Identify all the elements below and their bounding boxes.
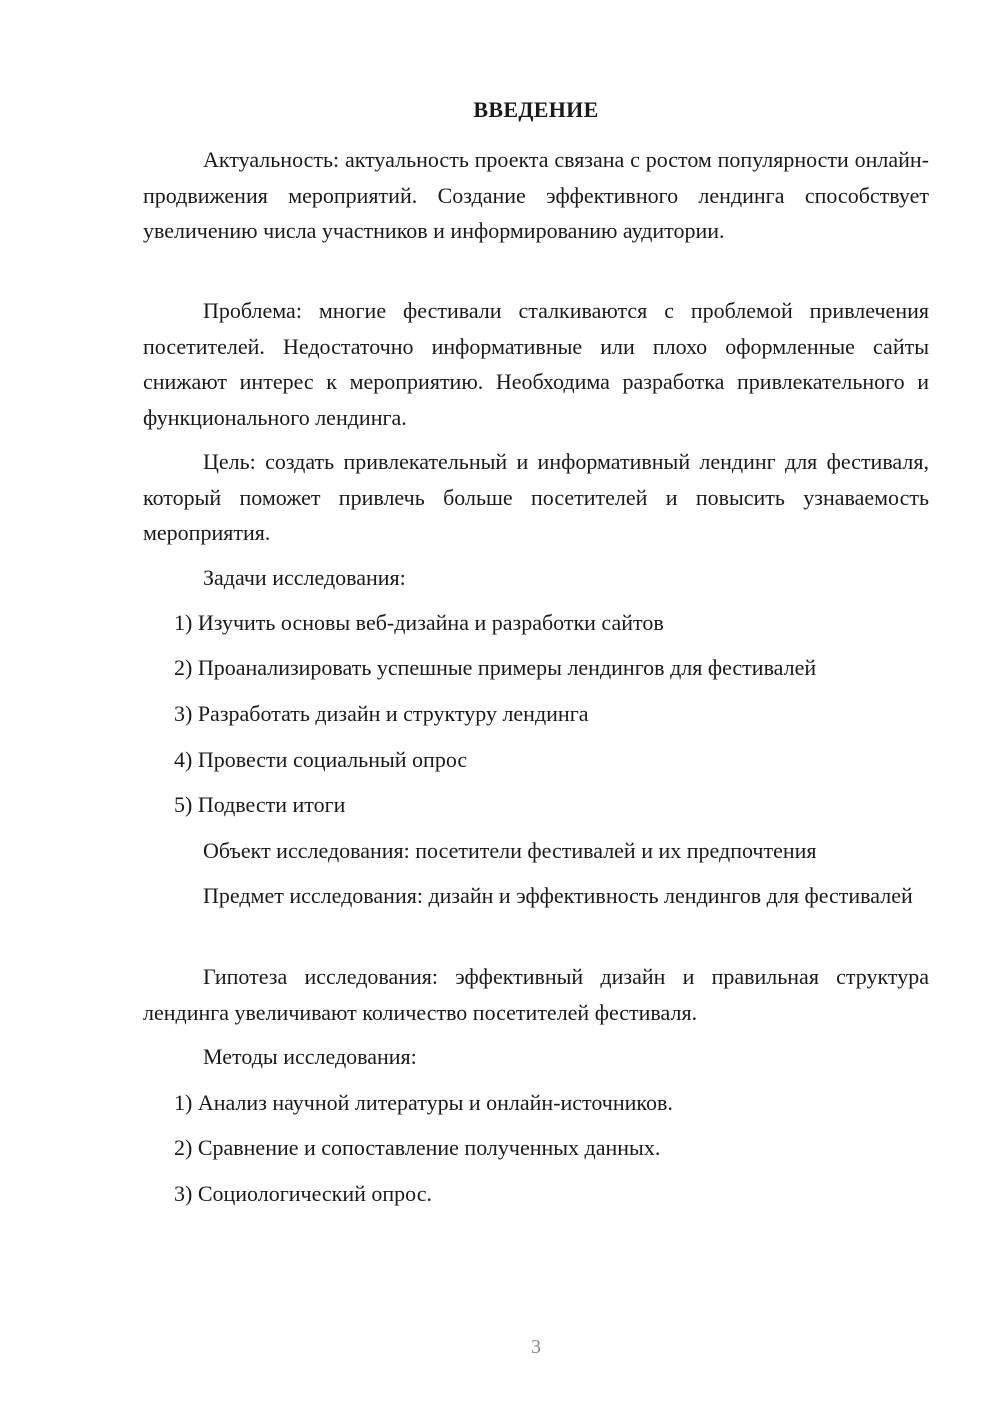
paragraph-goal: Цель: создать привлекательный и информативный лендинг для фестиваля, который поможет привлечь больше посетителей и повысить узнаваемость мероприятия. — [143, 449, 929, 545]
method-item: 3) Социологический опрос. — [174, 1181, 432, 1206]
paragraph-subject: Предмет исследования: дизайн и эффективность лендингов для фестивалей — [203, 883, 913, 908]
paragraph-relevance: Актуальность: актуальность проекта связана с ростом популярности онлайн-продвижения мероприятий. Создание эффективного лендинга способствует увеличению числа участников и информированию аудитории. — [143, 147, 929, 243]
task-item: 1) Изучить основы веб-дизайна и разработки сайтов — [174, 610, 664, 635]
task-item: 4) Провести социальный опрос — [174, 747, 468, 772]
task-item: 5) Подвести итоги — [174, 792, 346, 817]
task-item: 3) Разработать дизайн и структуру лендинга — [174, 701, 589, 726]
paragraph-object: Объект исследования: посетители фестивалей и их предпочтения — [203, 838, 817, 863]
page-title: ВВЕДЕНИЕ — [473, 97, 599, 122]
method-item: 1) Анализ научной литературы и онлайн-источников. — [174, 1090, 673, 1115]
task-item: 2) Проанализировать успешные примеры лендингов для фестивалей — [174, 655, 817, 680]
paragraph-hypothesis: Гипотеза исследования: эффективный дизайн и правильная структура лендинга увеличивают количество посетителей фестиваля. — [143, 964, 929, 1025]
page-number: 3 — [531, 1336, 541, 1358]
method-item: 2) Сравнение и сопоставление полученных данных. — [174, 1135, 661, 1160]
tasks-title: Задачи исследования: — [203, 565, 406, 590]
methods-title: Методы исследования: — [203, 1044, 417, 1069]
paragraph-problem: Проблема: многие фестивали сталкиваются с проблемой привлечения посетителей. Недостаточно информативные или плохо оформленные сайты снижают интерес к мероприятию. Необходима разработка привлекательного и функционального лендинга. — [143, 298, 929, 430]
